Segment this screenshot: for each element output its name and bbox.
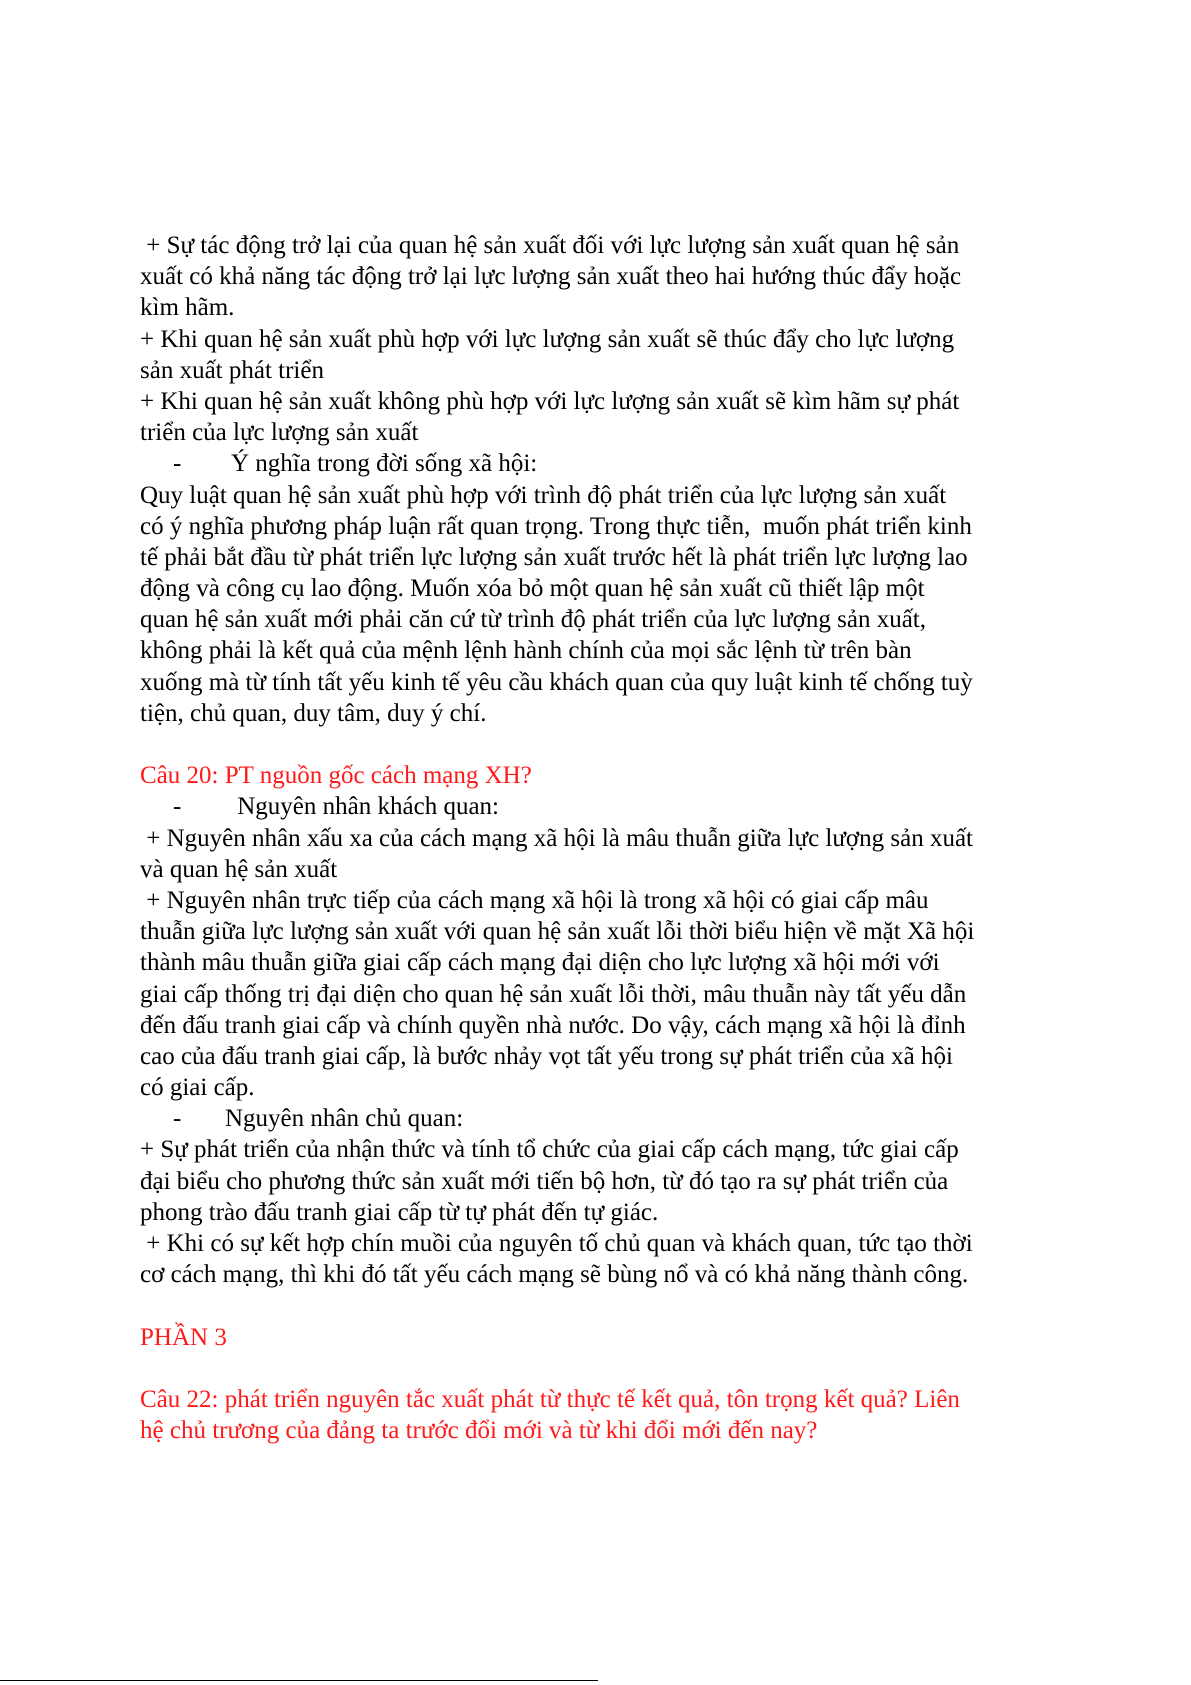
text-line: sản xuất phát triển (140, 356, 324, 384)
heading-question-20: Câu 20: PT nguồn gốc cách mạng XH? (140, 762, 532, 790)
text-line: đến đấu tranh giai cấp và chính quyền nhà nước. Do vậy, cách mạng xã hội là đỉnh (140, 1011, 966, 1039)
text-line: và quan hệ sản xuất (140, 855, 338, 883)
text-line: Câu 22: phát triển nguyên tắc xuất phát từ thực tế kết quả, tôn trọng kết quả? Liên (140, 1385, 960, 1413)
text-line: giai cấp thống trị đại diện cho quan hệ sản xuất lỗi thời, mâu thuẫn này tất yếu dẫn (140, 980, 967, 1008)
text-line: có giai cấp. (140, 1074, 255, 1102)
text-line: hệ chủ trương của đảng ta trước đổi mới và từ khi đổi mới đến nay? (140, 1417, 818, 1445)
text-line: + Khi quan hệ sản xuất phù hợp với lực lượng sản xuất sẽ thúc đẩy cho lực lượng (140, 325, 955, 353)
text-line: đại biểu cho phương thức sản xuất mới tiến bộ hơn, từ đó tạo ra sự phát triển của (140, 1167, 949, 1195)
text-line: cơ cách mạng, thì khi đó tất yếu cách mạng sẽ bùng nổ và có khả năng thành công. (140, 1261, 969, 1289)
bullet-subjective-causes (140, 1103, 1060, 1134)
paragraph-subjective-causes (140, 1134, 1060, 1290)
text-line: cao của đấu tranh giai cấp, là bước nhảy vọt tất yếu trong sự phát triển của xã hội (140, 1042, 953, 1070)
text-line: tiện, chủ quan, duy tâm, duy ý chí. (140, 699, 487, 727)
bullet-text: Nguyên nhân chủ quan: (225, 1105, 464, 1133)
text-line: phong trào đấu tranh giai cấp từ tự phát đến tự giác. (140, 1198, 659, 1226)
text-line: xuất có khả năng tác động trở lại lực lượng sản xuất theo hai hướng thúc đẩy hoặc (140, 263, 962, 291)
spacer (140, 1353, 1060, 1384)
text-line: có ý nghĩa phương pháp luận rất quan trọng. Trong thực tiễn, muốn phát triển kinh (140, 512, 972, 540)
bullet-meaning (140, 448, 1060, 479)
text-line: động và công cụ lao động. Muốn xóa bỏ một quan hệ sản xuất cũ thiết lập một (140, 575, 925, 603)
footer-divider (0, 1680, 598, 1681)
bullet-objective-causes (140, 791, 1060, 822)
bullet-dash: - (173, 1105, 182, 1133)
text-line: kìm hãm. (140, 294, 235, 322)
text-line: + Sự phát triển của nhận thức và tính tổ chức của giai cấp cách mạng, tức giai cấp (140, 1136, 959, 1164)
text-line: Quy luật quan hệ sản xuất phù hợp với trình độ phát triển của lực lượng sản xuất (140, 481, 947, 509)
text-line: triển của lực lượng sản xuất (140, 419, 419, 447)
bullet-text: Nguyên nhân khách quan: (231, 793, 499, 821)
spacer (140, 1290, 1060, 1321)
text-line: + Nguyên nhân trực tiếp của cách mạng xã hội là trong xã hội có giai cấp mâu (140, 886, 929, 914)
text-line: tế phải bắt đầu từ phát triển lực lượng sản xuất trước hết là phát triển lực lượng lao (140, 543, 968, 571)
text-line: không phải là kết quả của mệnh lệnh hành chính của mọi sắc lệnh từ trên bàn (140, 637, 912, 665)
paragraph-objective-causes (140, 823, 1060, 1104)
text-line: + Khi quan hệ sản xuất không phù hợp với lực lượng sản xuất sẽ kìm hãm sự phát (140, 387, 960, 415)
paragraph-significance (140, 480, 1060, 730)
text-line: xuống mà từ tính tất yếu kinh tế yêu cầu khách quan của quy luật kinh tế chống tuỳ (140, 668, 973, 696)
paragraph-production-relations-impact (140, 230, 1060, 448)
document-body (140, 230, 1060, 1446)
bullet-dash: - (173, 793, 182, 821)
text-line: thành mâu thuẫn giữa giai cấp cách mạng đại diện cho lực lượng xã hội mới với (140, 949, 940, 977)
bullet-text: Ý nghĩa trong đời sống xã hội: (231, 450, 538, 478)
heading-part-3: PHẦN 3 (140, 1323, 227, 1351)
text-line: quan hệ sản xuất mới phải căn cứ từ trình độ phát triển của lực lượng sản xuất, (140, 606, 926, 634)
bullet-dash: - (173, 450, 182, 478)
heading-question-22 (140, 1384, 1060, 1446)
spacer (140, 729, 1060, 760)
text-line: + Khi có sự kết hợp chín muồi của nguyên tố chủ quan và khách quan, tức tạo thời (140, 1230, 973, 1257)
text-line: + Sự tác động trở lại của quan hệ sản xuất đối với lực lượng sản xuất quan hệ sản (140, 232, 960, 259)
text-line: + Nguyên nhân xấu xa của cách mạng xã hội là mâu thuẫn giữa lực lượng sản xuất (140, 824, 973, 852)
text-line: thuẫn giữa lực lượng sản xuất với quan hệ sản xuất lỗi thời biểu hiện về mặt Xã hội (140, 918, 975, 946)
